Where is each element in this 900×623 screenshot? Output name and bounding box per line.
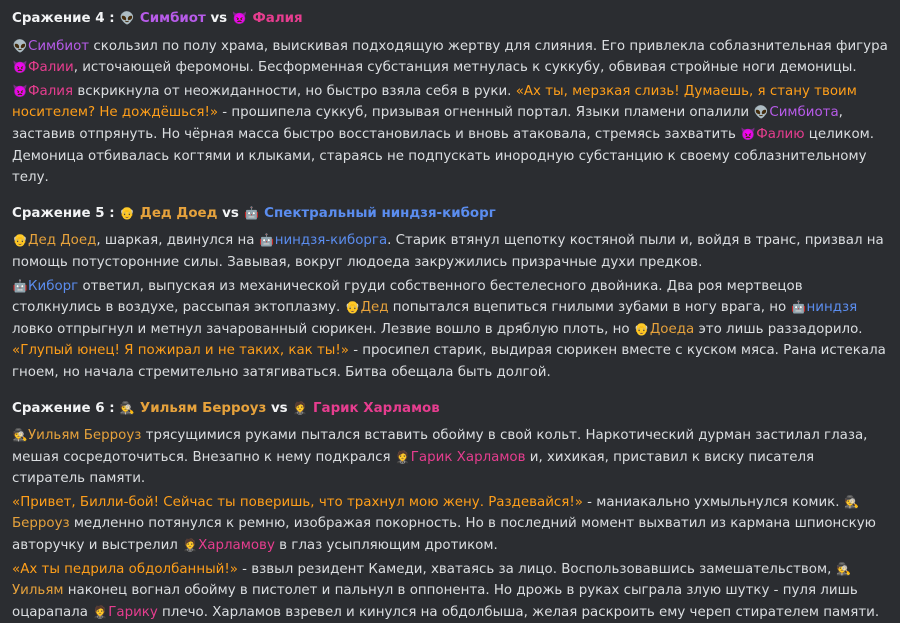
narration-text: , заставив отпрянуть. Но чёрная масса быстро восстановилась и вновь атаковала, стремясь захватить	[12, 105, 843, 142]
battle-6-paragraph-2	[12, 492, 888, 557]
name-symbiote: Симбиот	[28, 38, 90, 54]
detective-icon: 🕵	[844, 494, 860, 509]
vs-label: vs	[210, 11, 228, 26]
narration-text: медленно потянулся к ремню, изображая покорность. Но в последний момент выхватил из кармана шпионскую авторучку и выстрелил	[12, 516, 876, 554]
man-in-suit-icon: 🤵	[182, 538, 198, 553]
name-kharlamov: Гарик Харламов	[410, 449, 526, 465]
battle-4-heading	[12, 8, 888, 30]
devil-icon: 👿	[232, 11, 248, 25]
battle-4-paragraph-1	[12, 36, 888, 79]
name-kharlamov: Харламову	[198, 538, 275, 554]
narration-text: трясущимися руками пытался вставить обойму в свой кольт. Наркотический дурман застилал глаза, мешая сосредоточиться. Внезапно к нему подкрался	[12, 428, 868, 465]
fighter-burroughs: Уильям Берроуз	[139, 400, 267, 416]
battle-4-label: Сражение 4 :	[12, 11, 115, 26]
quote-text: «Ах ты, мерзкая слизь! Думаешь, я стану твоим носителем? Не дождёшься!»	[12, 83, 857, 121]
name-william: Уильям	[12, 583, 64, 599]
battle-5-label: Сражение 5 :	[12, 205, 115, 221]
name-burroughs: Берроуз	[12, 516, 70, 532]
old-man-icon: 👴	[345, 300, 361, 315]
man-in-suit-icon: 🤵	[292, 400, 308, 415]
devil-icon: 👿	[740, 126, 756, 141]
vs-label: vs	[270, 400, 288, 416]
alien-icon: 👽	[119, 11, 135, 25]
narration-text: плечо. Харламов взревел и кинулся на обдолбыша, желая раскроить ему череп стирателем памяти.	[157, 604, 880, 620]
fighter-ninja-cyborg: Спектральный ниндзя-киборг	[264, 205, 496, 221]
narration-text: , шаркая, двинулся на	[96, 233, 259, 249]
alien-icon: 👽	[12, 38, 28, 53]
old-man-icon: 👴	[634, 321, 650, 336]
narration-text: - взвыл резидент Камеди, хватаясь за лицо. Воспользовавшись замешательством,	[237, 561, 836, 577]
name-ded-doed: Дед Доед	[28, 233, 97, 249]
detective-icon: 🕵	[836, 561, 852, 576]
name-ninja-cyborg: ниндзя-киборга	[274, 233, 388, 249]
man-in-suit-icon: 🤵	[395, 449, 411, 464]
fighter-ded-doed: Дед Доед	[139, 205, 218, 221]
narration-text: это лишь раззадорило.	[694, 321, 863, 337]
name-doed: Доеда	[649, 321, 695, 337]
name-garik: Гарику	[108, 604, 158, 620]
name-falia: Фалия	[28, 83, 74, 99]
battle-6-paragraph-3	[12, 559, 888, 623]
narration-text: - просипел старик, выдирая сюрикен вместе с куском мяса. Рана истекала гноем, но начала стремительно затягиваться. Битва обещала быть долгой.	[12, 343, 886, 380]
battle-6-label: Сражение 6 :	[12, 400, 115, 416]
alien-icon: 👽	[753, 105, 769, 120]
battle-6-paragraph-1	[12, 425, 888, 490]
narration-text: - маниакально ухмыльнулся комик.	[582, 494, 844, 510]
robot-icon: 🤖	[244, 205, 259, 220]
name-burroughs: Уильям Берроуз	[28, 428, 142, 444]
narration-text: в глаз усыпляющим дротиком.	[274, 538, 498, 554]
battle-5-paragraph-1	[12, 230, 888, 273]
narration-text: ответил, выпуская из механической груди собственного бестелесного двойника. Два роя мертвецов столкнулись в воздухе, рассыпая эктоплазму.	[12, 278, 803, 316]
battle-4-paragraph-2	[12, 81, 888, 189]
name-cyborg: Киборг	[28, 278, 79, 294]
name-falia: Фалии	[28, 60, 74, 76]
narration-text: вскрикнула от неожиданности, но быстро взяла себя в руки.	[73, 83, 516, 99]
name-ninja: ниндзя	[806, 300, 858, 316]
robot-icon: 🤖	[259, 233, 275, 248]
quote-text: «Глупый юнец! Я пожирал и не таких, как ты!»	[12, 343, 349, 359]
man-in-suit-icon: 🤵	[92, 604, 108, 619]
name-ded: Дед	[360, 300, 389, 316]
battle-5-paragraph-2	[12, 276, 888, 384]
narration-text: скользил по полу храма, выискивая подходящую жертву для слияния. Его привлекла соблазнительная фигура	[89, 38, 888, 54]
narration-text: целиком. Демоница отбивалась когтями и клыками, стараясь не подпускать инородную субстанцию к своему соблазнительному телу.	[12, 126, 875, 186]
robot-icon: 🤖	[791, 300, 806, 315]
narration-text: наконец вогнал обойму в пистолет и пальнул в оппонента. Но дрожь в руках сыграла злую шутку - пуля лишь оцарапала	[12, 583, 858, 620]
fighter-falia: Фалия	[252, 11, 303, 26]
quote-text: «Ах ты педрила обдолбанный!»	[12, 561, 238, 577]
narration-text: , источающей феромоны. Бесформенная субстанция метнулась к суккубу, обвивая стройные ноги демоницы.	[73, 60, 857, 76]
narration-text: и, хихикая, приставил к виску писателя стиратель памяти.	[12, 449, 815, 487]
name-symbiote: Симбиота	[769, 105, 839, 121]
devil-icon: 👿	[12, 60, 28, 75]
detective-icon: 🕵	[119, 400, 135, 415]
vs-label: vs	[222, 205, 239, 221]
quote-text: «Привет, Билли-бой! Сейчас ты поверишь, что трахнул мою жену. Раздевайся!»	[12, 494, 583, 510]
detective-icon: 🕵	[12, 428, 28, 443]
fighter-kharlamov: Гарик Харламов	[313, 400, 440, 416]
fighter-symbiote: Симбиот	[139, 11, 206, 26]
narration-text: . Старик втянул щепотку костяной пыли и, войдя в транс, призвал на помощь потусторонние силы. Завывая, вокруг людоеда закружились призрачные духи предков.	[12, 233, 884, 270]
narration-text: попытался вцепиться гнилыми зубами в ногу врага, но	[388, 300, 791, 316]
devil-icon: 👿	[12, 83, 28, 98]
narration-text: - прошипела суккуб, призывая огненный портал. Языки пламени опалили	[218, 105, 754, 121]
old-man-icon: 👴	[12, 233, 28, 248]
battle-5-heading	[12, 203, 888, 225]
narration-text: ловко отпрыгнул и метнул зачарованный сюрикен. Лезвие вошло в дряблую плоть, но	[12, 321, 634, 337]
robot-icon: 🤖	[12, 278, 28, 293]
name-falia: Фалию	[756, 126, 805, 142]
battle-6-heading	[12, 398, 888, 420]
old-man-icon: 👴	[119, 205, 135, 220]
